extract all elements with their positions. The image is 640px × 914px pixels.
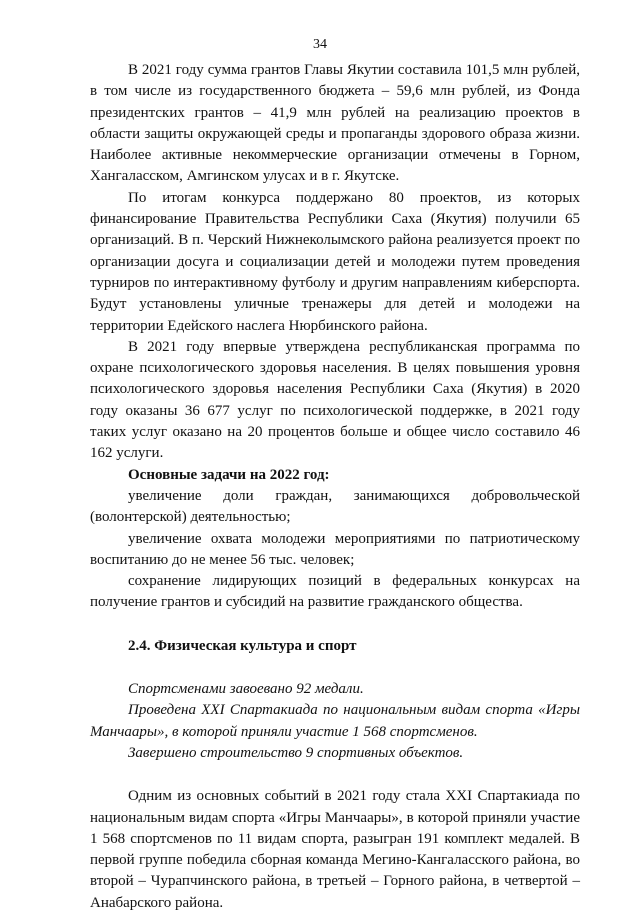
highlight-medals: Спортсменами завоевано 92 медали. [128, 681, 364, 698]
tasks-heading: Основные задачи на 2022 год: [128, 466, 330, 483]
paragraph-spartakiad: Одним из основных событий в 2021 году стала XXI Спартакиада по национальным видам спорта «Игры Манчаары», в которой приняли участие 1 568 спортсменов по 11 видам спорта, разыгран 191 комплект медалей. В первой группе победила сборная команда Мегино-Кангаласского района, во второй – Чурапчинского района, в третьей – Горного района, в четвертой – Анабарского района. [90, 788, 580, 911]
page-content [90, 60, 580, 914]
highlight-spartakiad: Проведена XXI Спартакиада по национальным видам спорта «Игры Манчаары», в которой приняли участие 1 568 спортсменов. [90, 702, 580, 740]
spacer [90, 764, 580, 786]
paragraph-grants: В 2021 году сумма грантов Главы Якутии составила 101,5 млн рублей, в том числе из государственного бюджета – 59,6 млн рублей, из Фонда президентских грантов – 41,9 млн рублей на реализацию проектов в области защиты окружающей среды и пропаганды здорового образа жизни. Наиболее активные некоммерческие организации отмечены в Горном, Хангаласском, Амгинском улусах и в г. Якутске. [90, 62, 580, 185]
paragraph-projects: По итогам конкурса поддержано 80 проектов, из которых финансирование Правительства Республики Саха (Якутия) получили 65 организаций. В п. Черский Нижнеколымского района реализуется проект по организации досуга и социализации детей и молодежи путем проведения турниров по интерактивному футболу и другим направлениям киберспорта. Будут установлены уличные тренажеры для детей и молодежи на территории Едейского наслега Нюрбинского района. [90, 189, 580, 334]
task-item: сохранение лидирующих позиций в федеральных конкурсах на получение грантов и субсидий на развитие гражданского общества. [90, 573, 580, 611]
page-number: 34 [313, 37, 327, 52]
spacer [90, 657, 580, 679]
section-title: 2.4. Физическая культура и спорт [128, 637, 357, 654]
spacer [90, 614, 580, 636]
highlight-construction: Завершено строительство 9 спортивных объектов. [128, 744, 464, 761]
paragraph-psychology: В 2021 году впервые утверждена республиканская программа по охране психологического здоровья населения. В целях повышения уровня психологического здоровья населения Республики Саха (Якутия) в 2020 году оказаны 36 677 услуг по психологической поддержке, в 2021 году таких услуг оказано на 20 процентов больше и общее число составило 46 162 услуги. [90, 338, 580, 462]
task-item: увеличение охвата молодежи мероприятиями по патриотическому воспитанию до не менее 56 тыс. человек; [90, 530, 580, 568]
task-item: увеличение доли граждан, занимающихся добровольческой (волонтерской) деятельностью; [90, 487, 580, 526]
